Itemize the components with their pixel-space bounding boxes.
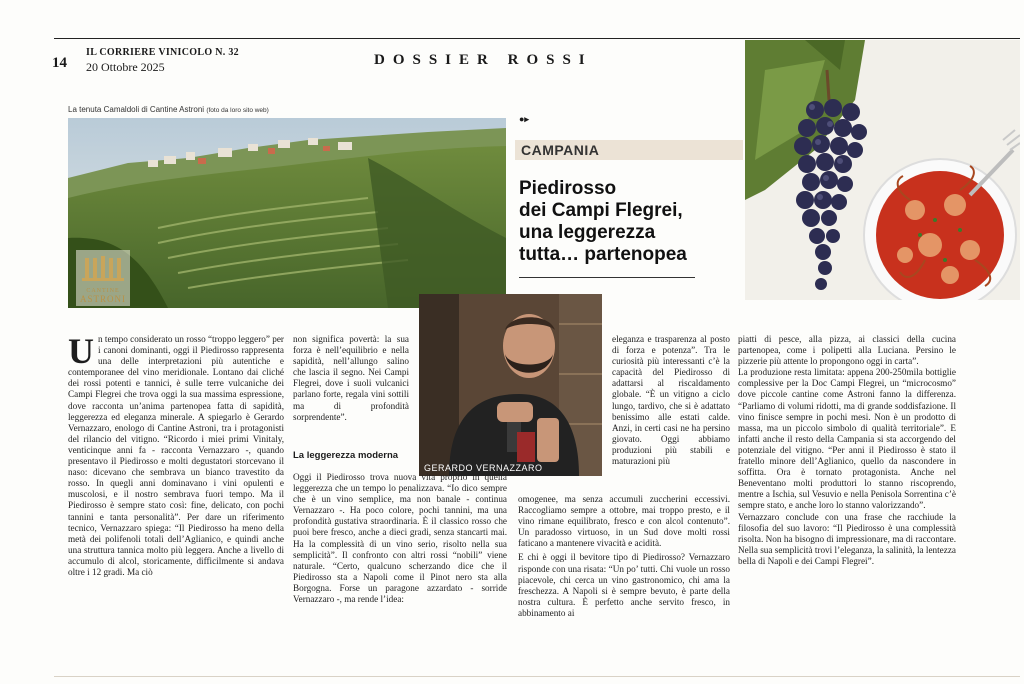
article-column-1 [68,331,284,578]
title-line-4: tutta… partenopea [519,244,687,265]
article-column-4 [738,334,956,567]
col4-paragraph-3: Vernazzaro conclude con una frase che racchiude la filosofia del suo lavoro: “Il Piedirosso è una complessità risolta. Non ha bisogno di impressionare, ma di raccontare. Nella sua semplicità trovi l’eleganza, la salinità, la lentezza bella di Napoli e dei Campi Flegrei”. [738,511,956,566]
footer-rule [54,676,1020,677]
arrow-bullet-icon: ●▸ [519,114,529,124]
winemaker-portrait-image [419,294,602,476]
col3-paragraph-2: omogenee, ma senza accumuli zuccherini eccessivi. Raccogliamo sempre a ottobre, mai troppo presto, e il vino rimane equilibrato, fresco e con alcol contenuto”. Un paradosso virtuoso, in un Sud dove molti rossi faticano a mantenere vivacità e acidità. [518,494,730,549]
vineyard-landscape-image [68,118,506,308]
article-column-2-top [293,334,409,423]
section-title: DOSSIER ROSSI [374,52,593,68]
caption-credit: (foto da loro sito web) [206,107,269,114]
article-column-2-mid [293,450,409,461]
drop-cap: U [68,331,94,371]
category-bar [515,140,743,160]
title-line-2: dei Campi Flegrei, [519,200,683,221]
caption-text: La tenuta Camaldoli di Cantine Astroni [68,105,205,114]
title-underline [519,277,695,278]
title-line-1: Piedirosso [519,178,617,199]
article-column-2-bottom [293,472,507,605]
portrait-credit: GERARDO VERNAZZARO [424,463,543,473]
col4-paragraph-2: La produzione resta limitata: appena 200-250mila bottiglie complessive per la Doc Campi Flegrei, un “microcosmo” dove piccole cantine come Astroni fanno la differenza. “Parliamo di volumi ridotti, ma di grande soddisfazione. Il vino finisce sempre in pochi mesi. Non è un prodotto di massa, ma un piccolo simbolo di qualità territoriale”. E infatti anche il resto della Campania si sta accorgendo del potenziale del vitigno. “Per anni il Piedirosso è stato il fratello minore dell’Aglianico, quello da nascondere in soffitta. Ora è tornato protagonista. Anche nel Beneventano molti produttori lo stanno riscoprendo, mentre a Ischia, sul Vesuvio e nella Penisola Sorrentina c’è sempre stato, e anche loro lo stanno valorizzando”. [738,367,956,511]
portrait-photo [419,294,602,476]
article-column-3-bottom [518,494,730,619]
lead-paragraph [68,331,284,578]
col4-paragraph: piatti di pesce, alla pizza, ai classici della cucina partenopea, come i polipetti alla Luciana. Persino le pizzerie più attente lo propongono oggi in carta”. [738,334,956,367]
col2-paragraph: non significa povertà: la sua forza è nell’equilibrio e nella sapidità, nell’allungo salino che lascia il segno. Nei Campi Flegrei, dove i suoli vulcanici parlano forte, regala vini sottili ma di profondità sorprendente”. [293,334,409,422]
header-rule [54,38,1020,39]
section-subheading: La leggerezza moderna [293,450,399,461]
grapes-and-dish-photo [745,40,1020,300]
issue-date: 20 Ottobre 2025 [86,60,165,74]
col2-paragraph-2: Oggi il Piedirosso trova nuova vita proprio in quella leggerezza che un tempo lo penalizzava. “Io dico sempre che è un vino semplice, ma non banale - continua Vernazzaro -. Ha poco colore, pochi tannini, ma una profondità gustativa straordinaria. È il classico rosso che puoi bere fresco, anche a dieci gradi, senza stancarti mai. Ha la complessità di un vino serio, risolto nella sua semplicità”. Il confronto con altri rossi “nobili” viene naturale. “Certo, qualcuno scherzando dice che il Piedirosso sta a Napoli come il Pinot nero sta alla Borgogna. Forse un paragone azzardato - sorride Vernazzaro -, ma rende l’idea: [293,472,507,605]
category-label: CAMPANIA [521,142,600,158]
article-title [519,178,729,266]
vineyard-photo [68,118,506,308]
logo-line-1: CANTINE [86,288,120,294]
page-number: 14 [52,55,67,71]
newspaper-title: IL CORRIERE VINICOLO N. 32 [86,47,239,58]
winery-logo-image [76,250,130,306]
photo-caption [68,105,269,114]
title-line-3: una leggerezza [519,222,656,243]
grapes-dish-image [745,40,1020,300]
col3-paragraph: eleganza e trasparenza al posto di forza e potenza”. Tra le curiosità più interessanti c’è la capacità del Piedirosso di adattarsi al riscaldamento globale. “È un vitigno a ciclo lungo, tardivo, che si è adattato benissimo alle estati calde. Anzi, in certi casi ne ha persino giovato. Oggi abbiamo produzioni più stabili e maturazioni più [612,334,730,467]
cantine-astroni-logo [76,250,130,306]
article-column-3-top [612,334,730,467]
col3-paragraph-3: E chi è oggi il bevitore tipo di Piedirosso? Vernazzaro risponde con una risata: “Un po’ tutti. Chi vuole un rosso piacevole, chi cerca un vino gastronomico, chi ama la freschezza. A Napoli si è sempre bevuto, è parte della nostra cultura. È perfetto anche servito fresco, in abbinamento ai [518,552,730,618]
logo-line-2: ASTRONI [79,294,127,304]
lead-text: n tempo considerato un rosso “troppo leggero” per i canoni dominanti, oggi il Piedirosso rappresenta una delle interpretazioni più autentiche e contemporanee del vino meridionale. Lontano dai cliché dei rossi potenti e tannici, è sulle terre vulcaniche dei Campi Flegrei che trova oggi la sua massima espressione, dove racconta un’anima partenopea fatta di sapidità, leggerezza ed eleganza minerale. A spiegarlo è Gerardo Vernazzaro, enologo di Cantine Astroni, tra i protagonisti del rilancio del vitigno. “Ricordo i miei primi Vinitaly, venticinque anni fa - racconta Vernazzaro -, quando presentavo il Piedirosso e molti degustatori storcevano il naso: dicevano che sembrava un bianco travestito da rosso. In quegli anni dominavano i vini opulenti e muscolosi, e il nostro sembrava fuori tempo. Ma il Piedirosso è sempre stato così: fine, delicato, con pochi tannini e tanta personalità”. Per dare un riferimento tecnico, Vernazzaro spiega: “Il Piedirosso ha meno della metà dei polifenoli totali dell’Aglianico, e quindi anche una struttura tannica molto più leggera. Anche a livello di accumulo di alcol, storicamente, difficilmente si andava oltre i 12 gradi. Ma ciò [68,334,284,577]
